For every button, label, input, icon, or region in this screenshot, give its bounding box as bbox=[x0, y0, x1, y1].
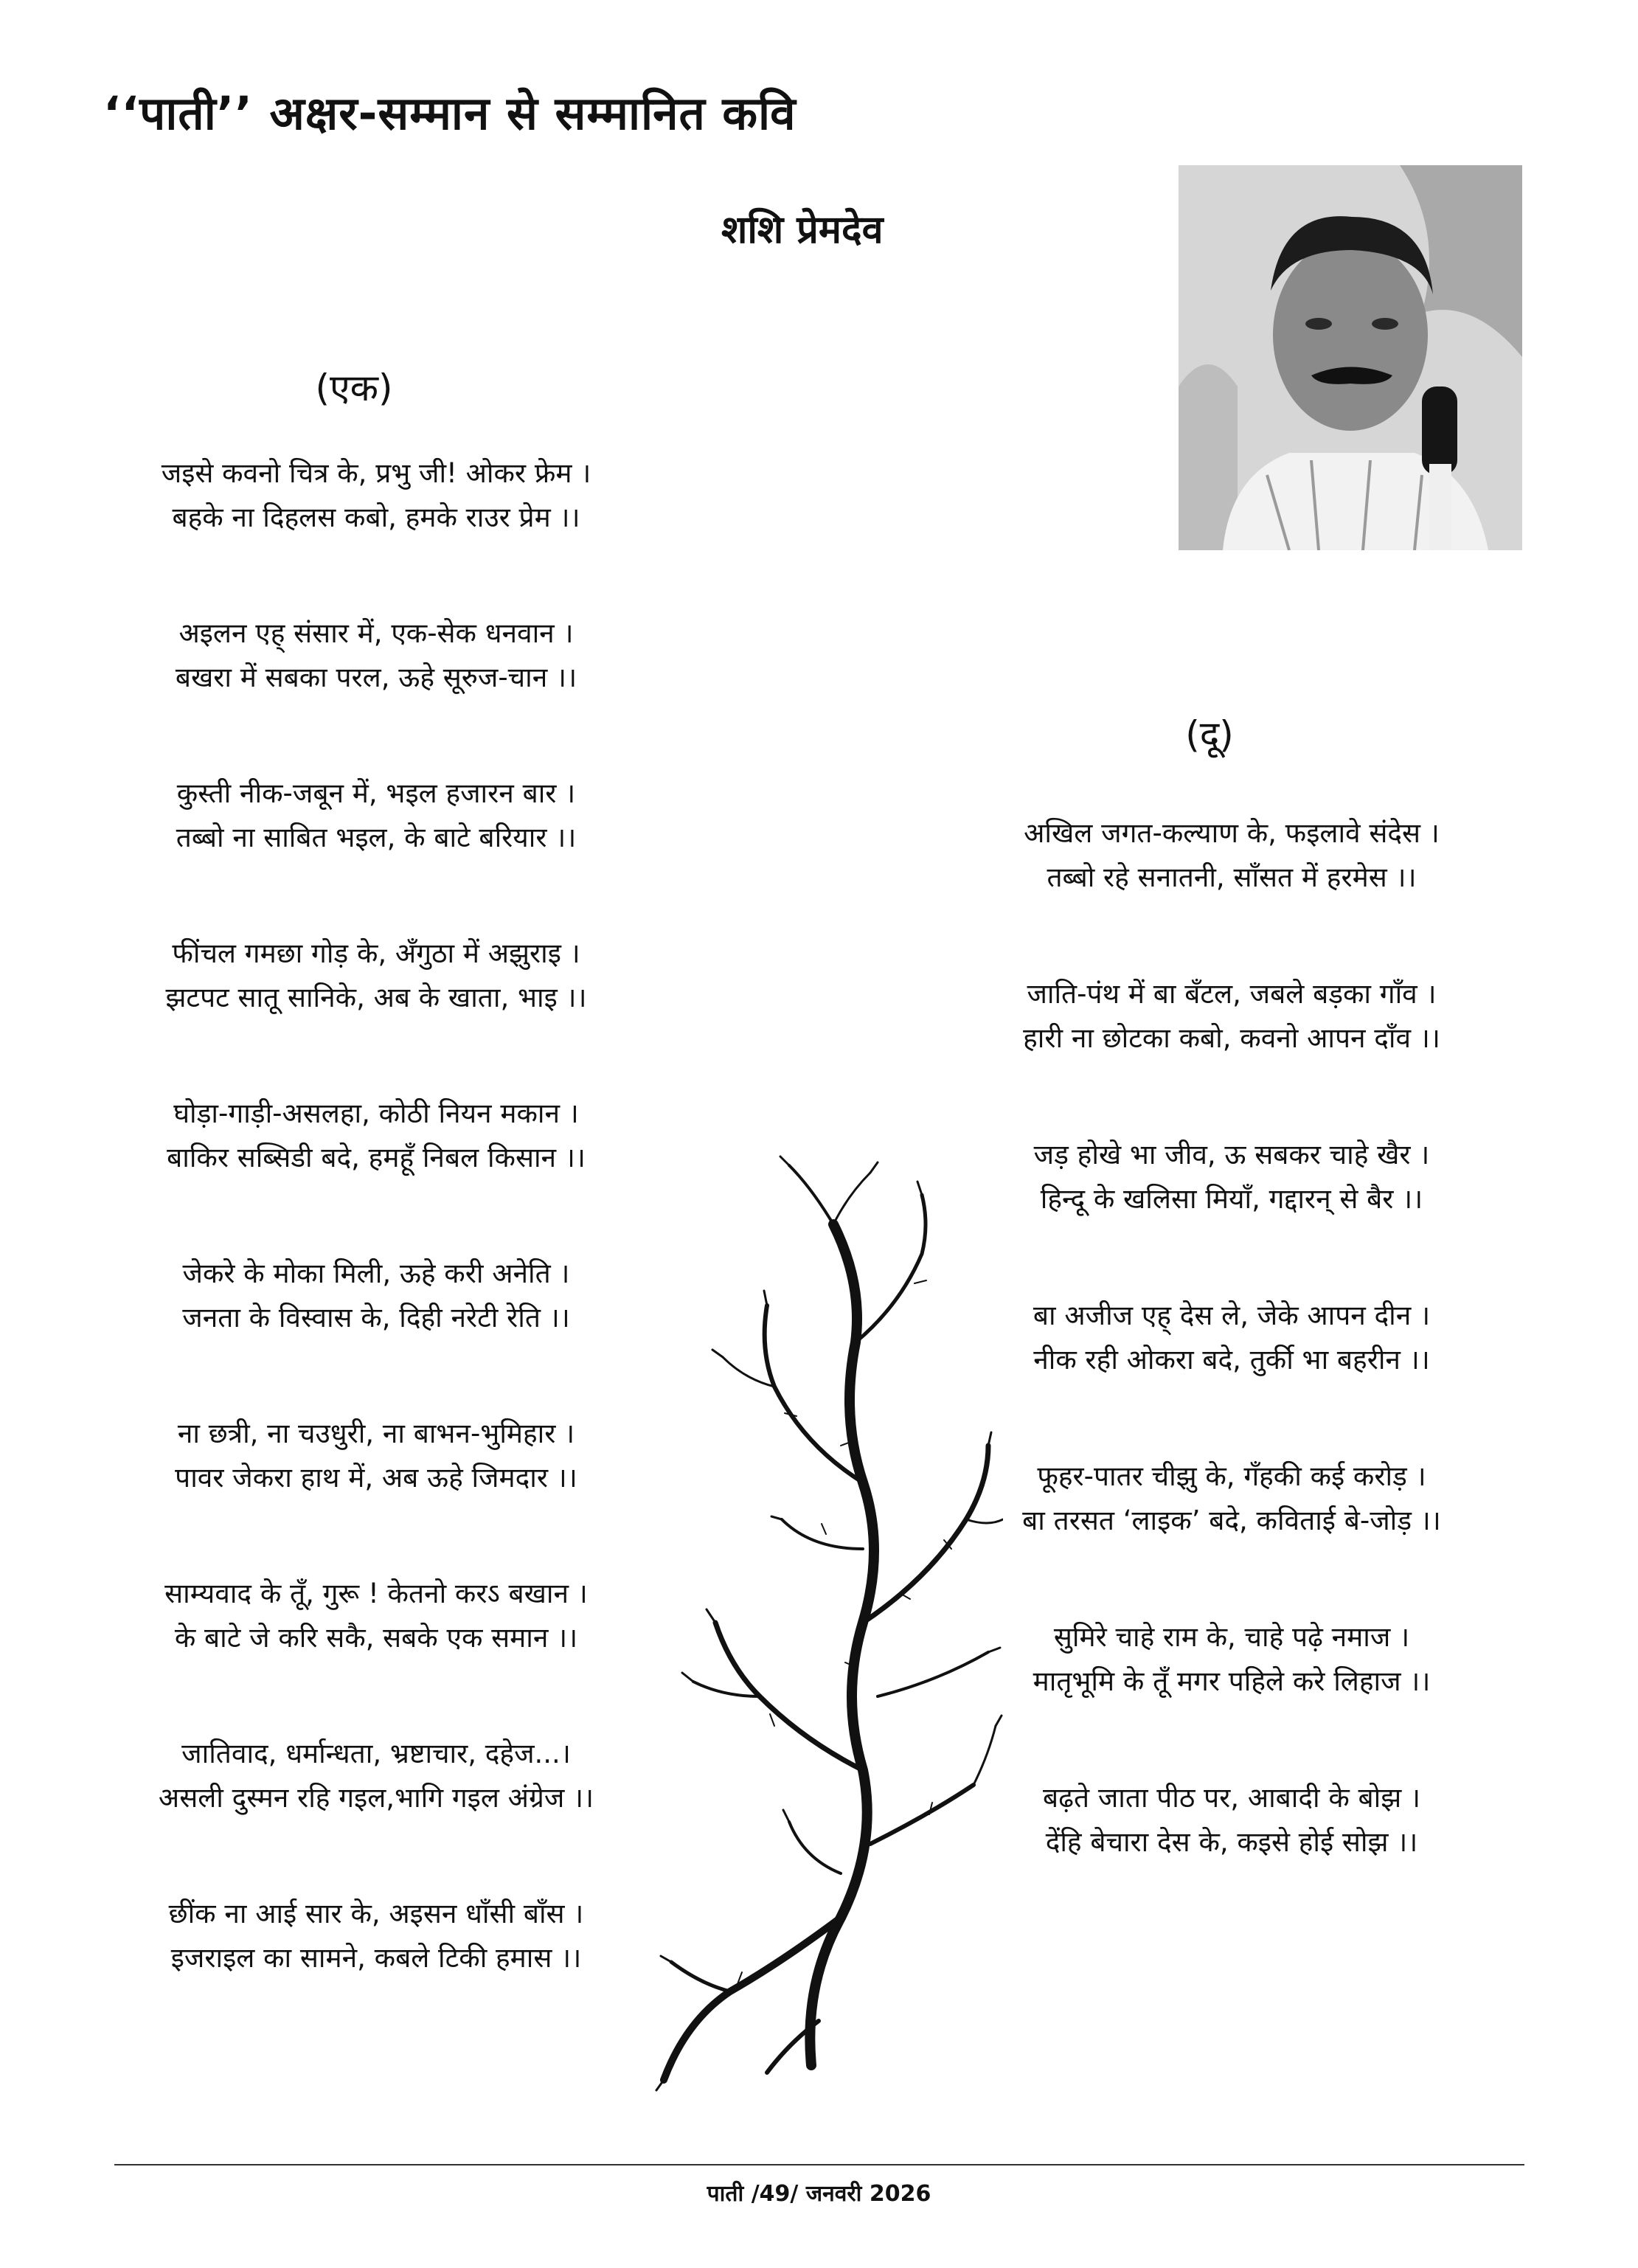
section-title-one: (एक) bbox=[315, 367, 393, 409]
verse-line: असली दुस्मन रहि गइल,भागि गइल अंग्रेज ।। bbox=[158, 1782, 594, 1814]
verse-line: अखिल जगत-कल्याण के, फइलावे संदेस । bbox=[1024, 817, 1440, 849]
stanza bbox=[81, 1732, 671, 1820]
page-footer: पाती /49/ जनवरी 2026 bbox=[707, 2181, 931, 2207]
section-title-two: (दू) bbox=[1185, 713, 1234, 756]
verse-line: ना छत्री, ना चउधुरी, ना बाभन-भुमिहार । bbox=[177, 1418, 575, 1449]
verse-line: बा तरसत ‘लाइक’ बदे, कविताई बे-जोड़ ।। bbox=[1022, 1505, 1441, 1536]
stanza bbox=[937, 972, 1527, 1061]
verse-line: देंहि बेचारा देस के, कइसे होई सोझ ।। bbox=[1045, 1826, 1418, 1858]
verse-line: जाति-पंथ में बा बँटल, जबले बड़का गाँव । bbox=[1027, 978, 1437, 1010]
verse-line: घोड़ा-गाड़ी-असलहा, कोठी नियन मकान । bbox=[173, 1097, 579, 1129]
stanza bbox=[937, 811, 1527, 900]
footer-divider bbox=[114, 2164, 1524, 2165]
stanza bbox=[937, 1133, 1527, 1221]
verse-line: जेकरे के मोका मिली, ऊहे करी अनेति । bbox=[182, 1258, 570, 1289]
verse-line: जइसे कवनो चित्र के, प्रभु जी! ओकर फ्रेम । bbox=[161, 457, 591, 489]
verse-line: साम्यवाद के तूँ, गुरू ! केतनो करऽ बखान । bbox=[164, 1578, 588, 1609]
verse-line: बखरा में सबका परल, ऊहे सूरुज-चान ।। bbox=[175, 662, 577, 693]
stanza bbox=[81, 932, 671, 1020]
verse-line: बढ़ते जाता पीठ पर, आबादी के बोझ । bbox=[1043, 1782, 1420, 1814]
verse-line: तब्बो ना साबित भइल, के बाटे बरियार ।। bbox=[176, 822, 577, 853]
verse-line: सुमिरे चाहे राम के, चाहे पढ़े नमाज । bbox=[1053, 1621, 1410, 1653]
stanza bbox=[81, 1412, 671, 1500]
verse-line: हिन्दू के खलिसा मियाँ, गद्दारन् से बैर ।। bbox=[1040, 1183, 1423, 1215]
verse-line: इजराइल का सामने, कबले टिकी हमास ।। bbox=[170, 1942, 582, 1974]
verse-line: फूहर-पातर चीझु के, गँहकी कई करोड़ । bbox=[1037, 1460, 1426, 1492]
verse-line: छींक ना आई सार के, अइसन धाँसी बाँस । bbox=[168, 1898, 584, 1929]
stanza bbox=[81, 1092, 671, 1180]
verse-line: फींचल गमछा गोड़ के, अँगुठा में अझुराइ । bbox=[172, 937, 580, 969]
verse-line: तब्बो रहे सनातनी, साँसत में हरमेस ।। bbox=[1047, 861, 1417, 893]
verse-line: बाकिर सब्सिडी बदे, हमहूँ निबल किसान ।। bbox=[167, 1142, 586, 1173]
poet-name: शशि प्रेमदेव bbox=[721, 208, 884, 252]
page-heading: ‘‘पाती’’ अक्षर-सम्मान से सम्मानित कवि bbox=[103, 86, 797, 140]
verse-line: जड़ होखे भा जीव, ऊ सबकर चाहे खैर । bbox=[1033, 1139, 1430, 1171]
verse-line: जनता के विस्वास के, दिही नरेटी रेति ।। bbox=[182, 1302, 570, 1334]
verse-line: हारी ना छोटका कबो, कवनो आपन दाँव ।। bbox=[1023, 1022, 1440, 1054]
verse-line: कुस्ती नीक-जबून में, भइल हजारन बार । bbox=[176, 777, 576, 809]
stanza bbox=[81, 771, 671, 860]
verse-line: जातिवाद, धर्मान्धता, भ्रष्टाचार, दहेज...। bbox=[181, 1738, 571, 1769]
stanza bbox=[937, 1294, 1527, 1382]
poem-two bbox=[937, 811, 1527, 1937]
verse-line: मातृभूमि के तूँ मगर पहिले करे लिहाज ।। bbox=[1033, 1665, 1431, 1697]
stanza bbox=[81, 451, 671, 540]
stanza bbox=[937, 1615, 1527, 1704]
poet-photo bbox=[1179, 165, 1522, 550]
verse-line: बहके ना दिहलस कबो, हमके राउर प्रेम ।। bbox=[172, 502, 580, 533]
stanza bbox=[81, 1252, 671, 1340]
stanza bbox=[81, 1572, 671, 1660]
verse-line: झटपट सातू सानिके, अब के खाता, भाइ ।। bbox=[165, 982, 587, 1013]
stanza bbox=[937, 1454, 1527, 1543]
verse-line: पावर जेकरा हाथ में, अब ऊहे जिमदार ।। bbox=[175, 1462, 577, 1494]
verse-line: बा अजीज एह् देस ले, जेके आपन दीन । bbox=[1033, 1300, 1431, 1331]
verse-line: अइलन एह् संसार में, एक-सेक धनवान । bbox=[178, 617, 574, 649]
stanza bbox=[81, 1892, 671, 1980]
stanza bbox=[937, 1776, 1527, 1865]
verse-line: के बाटे जे करि सकै, सबके एक समान ।। bbox=[174, 1622, 578, 1654]
verse-line: नीक रही ओकरा बदे, तुर्की भा बहरीन ।। bbox=[1033, 1344, 1430, 1376]
poem-one bbox=[81, 451, 671, 2052]
stanza bbox=[81, 611, 671, 700]
